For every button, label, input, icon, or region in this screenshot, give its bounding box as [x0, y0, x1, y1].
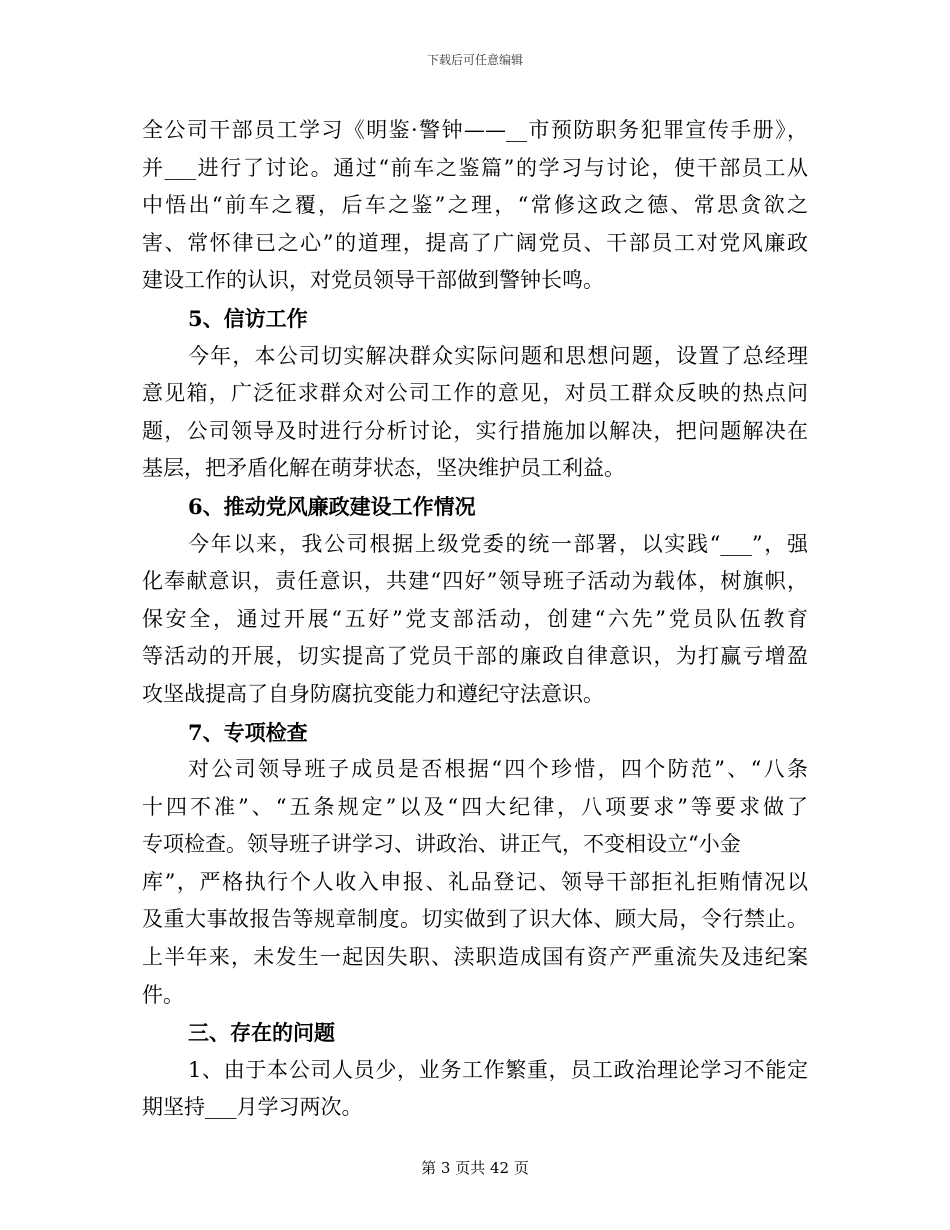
page-number: 第 3 页共 42 页	[421, 1159, 529, 1177]
paragraph-line: 库”，严格执行个人收入申报、礼品登记、领导干部拒礼拒贿情况以	[142, 869, 808, 894]
paragraph-line: 保安全，通过开展“五好”党支部活动，创建“六先”党员队伍教育	[142, 606, 808, 631]
paragraph-line: 基层，把矛盾化解在萌芽状态，坚决维护员工利益。	[142, 456, 625, 481]
paragraph-line: 今年，本公司切实解决群众实际问题和思想问题，设置了总经理	[188, 343, 808, 368]
section-heading-inspection: 7、专项检查	[188, 719, 308, 745]
paragraph-line: 等活动的开展，切实提高了党员干部的廉政自律意识，为打赢亏增盈	[142, 644, 808, 669]
paragraph-line: 化奉献意识，责任意识，共建“四好”领导班子活动为载体，树旗帜，	[142, 569, 808, 594]
paragraph-line: 件。	[142, 982, 184, 1007]
page-header: 下载后可任意编辑	[426, 53, 523, 67]
paragraph-line: 专项检查。领导班子讲学习、讲政治、讲正气，不变相设立“小金	[142, 832, 741, 857]
section-heading-petitions: 5、信访工作	[188, 305, 308, 331]
paragraph-line: 攻坚战提高了自身防腐抗变能力和遵纪守法意识。	[142, 681, 604, 706]
paragraph-line: 建设工作的认识，对党员领导干部做到警钟长鸣。	[142, 268, 604, 293]
section-heading-integrity: 6、推动党风廉政建设工作情况	[188, 493, 476, 519]
paragraph-line: 并___进行了讨论。通过“前车之鉴篇”的学习与讨论，使干部员工从	[142, 155, 808, 180]
document-body	[142, 112, 808, 1127]
paragraph-line: 上半年来，未发生一起因失职、渎职造成国有资产严重流失及违纪案	[142, 945, 808, 970]
paragraph-line: 1、由于本公司人员少，业务工作繁重，员工政治理论学习不能定	[188, 1057, 808, 1082]
paragraph-line: 及重大事故报告等规章制度。切实做到了识大体、顾大局，令行禁止。	[142, 907, 808, 932]
paragraph-line: 对公司领导班子成员是否根据“四个珍惜，四个防范”、“八条	[188, 757, 808, 782]
paragraph-line: 意见箱，广泛征求群众对公司工作的意见，对员工群众反映的热点问	[142, 381, 808, 406]
paragraph-line: 期坚持___月学习两次。	[142, 1095, 363, 1120]
paragraph-line: 今年以来，我公司根据上级党委的统一部署，以实践“___”，强	[188, 531, 808, 556]
paragraph-line: 题，公司领导及时进行分析讨论，实行措施加以解决，把问题解决在	[142, 418, 808, 443]
section-heading-problems: 三、存在的问题	[188, 1020, 335, 1046]
paragraph-line: 害、常怀律已之心”的道理，提高了广阔党员、干部员工对党风廉政	[142, 230, 808, 255]
paragraph-line: 十四不准”、“五条规定”以及“四大纪律，八项要求”等要求做了	[142, 794, 808, 819]
paragraph-line: 全公司干部员工学习《明鉴·警钟——__市预防职务犯罪宣传手册》，	[142, 118, 808, 142]
paragraph-line: 中悟出“前车之覆，后车之鉴”之理，“常修这政之德、常思贪欲之	[142, 193, 808, 218]
